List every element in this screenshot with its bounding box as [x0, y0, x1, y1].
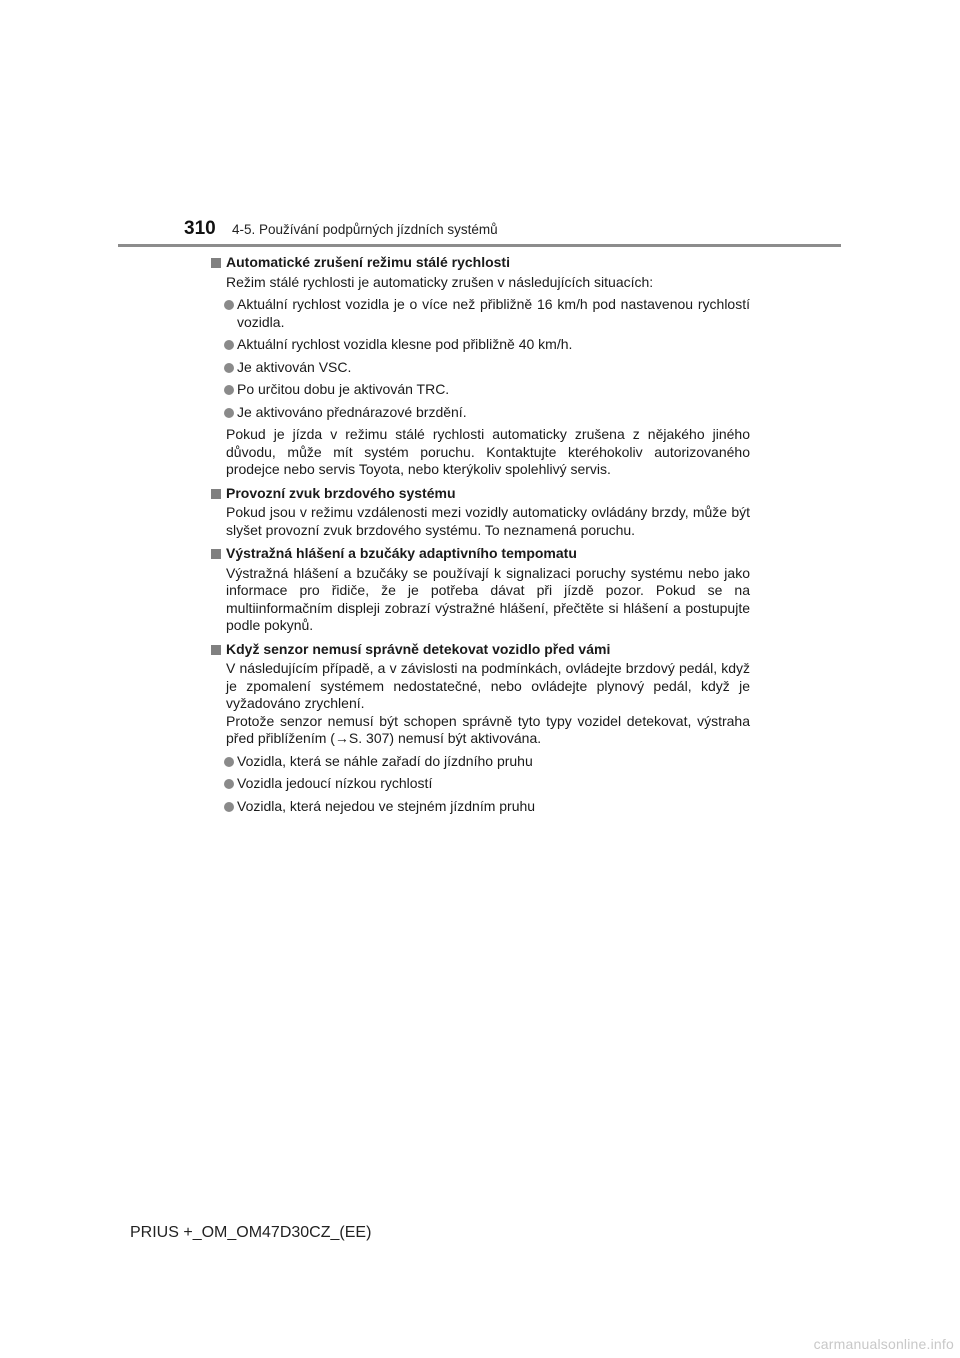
square-bullet-icon: [211, 549, 221, 559]
circle-bullet-icon: [224, 408, 234, 418]
content-body: [210, 254, 750, 815]
paragraph: Pokud jsou v režimu vzdálenosti mezi vozidly automaticky ovládány brzdy, může být slyšet provozní zvuk brzdového systému. To neznamená poruchu.: [226, 504, 750, 538]
list-item: Po určitou dobu je aktivován TRC.: [210, 381, 750, 399]
square-bullet-icon: [211, 489, 221, 499]
circle-bullet-icon: [224, 779, 234, 789]
square-bullet-icon: [211, 645, 221, 655]
circle-bullet-icon: [224, 300, 234, 310]
section-heading: Když senzor nemusí správně detekovat vozidlo před vámi: [210, 641, 750, 659]
chapter-title: 4-5. Používání podpůrných jízdních systémů: [232, 222, 498, 237]
paragraph: Režim stálé rychlosti je automaticky zrušen v následujících situacích:: [226, 273, 654, 290]
circle-bullet-icon: [224, 363, 234, 373]
circle-bullet-icon: [224, 385, 234, 395]
circle-bullet-icon: [224, 757, 234, 767]
paragraph: Výstražná hlášení a bzučáky se používají k signalizaci poruchy systému nebo jako informace pro řidiče, že je potřeba dávat při jízdě pozor. Pokud se na multiinformačním displeji zobrazí výstražné hlášení, přečtěte si hlášení a postupujte podle pokynů.: [226, 564, 750, 633]
watermark: carmanualsonline.info: [813, 1336, 954, 1352]
footer-doc-code: PRIUS +_OM_OM47D30CZ_(EE): [130, 1224, 372, 1241]
paragraph: Pokud je jízda v režimu stálé rychlosti automaticky zrušena z nějakého jiného důvodu, může mít systém poruchu. Kontaktujte kteréhokoliv autorizovaného prodejce nebo servis Toyota, nebo kterýkoliv spolehlivý servis.: [226, 426, 750, 477]
list-item: Vozidla jedoucí nízkou rychlostí: [210, 775, 750, 793]
list-item: Vozidla, která se náhle zařadí do jízdního pruhu: [210, 753, 750, 771]
list-item: Aktuální rychlost vozidla klesne pod přibližně 40 km/h.: [210, 336, 750, 354]
circle-bullet-icon: [224, 340, 234, 350]
list-item: Aktuální rychlost vozidla je o více než přibližně 16 km/h pod nastavenou rychlostí vozidla.: [210, 296, 750, 331]
section-heading: Automatické zrušení režimu stálé rychlosti: [210, 254, 750, 272]
section-heading: Provozní zvuk brzdového systému: [210, 485, 750, 503]
circle-bullet-icon: [224, 802, 234, 812]
page-number: 310: [184, 218, 216, 239]
section-heading: Výstražná hlášení a bzučáky adaptivního tempomatu: [210, 545, 750, 563]
list-item: Je aktivováno přednárazové brzdění.: [210, 404, 750, 422]
square-bullet-icon: [211, 258, 221, 268]
list-item: Vozidla, která nejedou ve stejném jízdním pruhu: [210, 798, 750, 816]
paragraph: Protože senzor nemusí být schopen správně tyto typy vozidel detekovat, výstraha před přiblížením (→S. 307) nemusí být aktivována.: [226, 712, 750, 746]
paragraph: V následujícím případě, a v závislosti na podmínkách, ovládejte brzdový pedál, když je zpomalení systémem nedostatečné, nebo ovládejte plynový pedál, když je vyžadováno zrychlení.: [226, 660, 750, 711]
list-item: Je aktivován VSC.: [210, 359, 750, 377]
header-rule: [118, 244, 841, 247]
